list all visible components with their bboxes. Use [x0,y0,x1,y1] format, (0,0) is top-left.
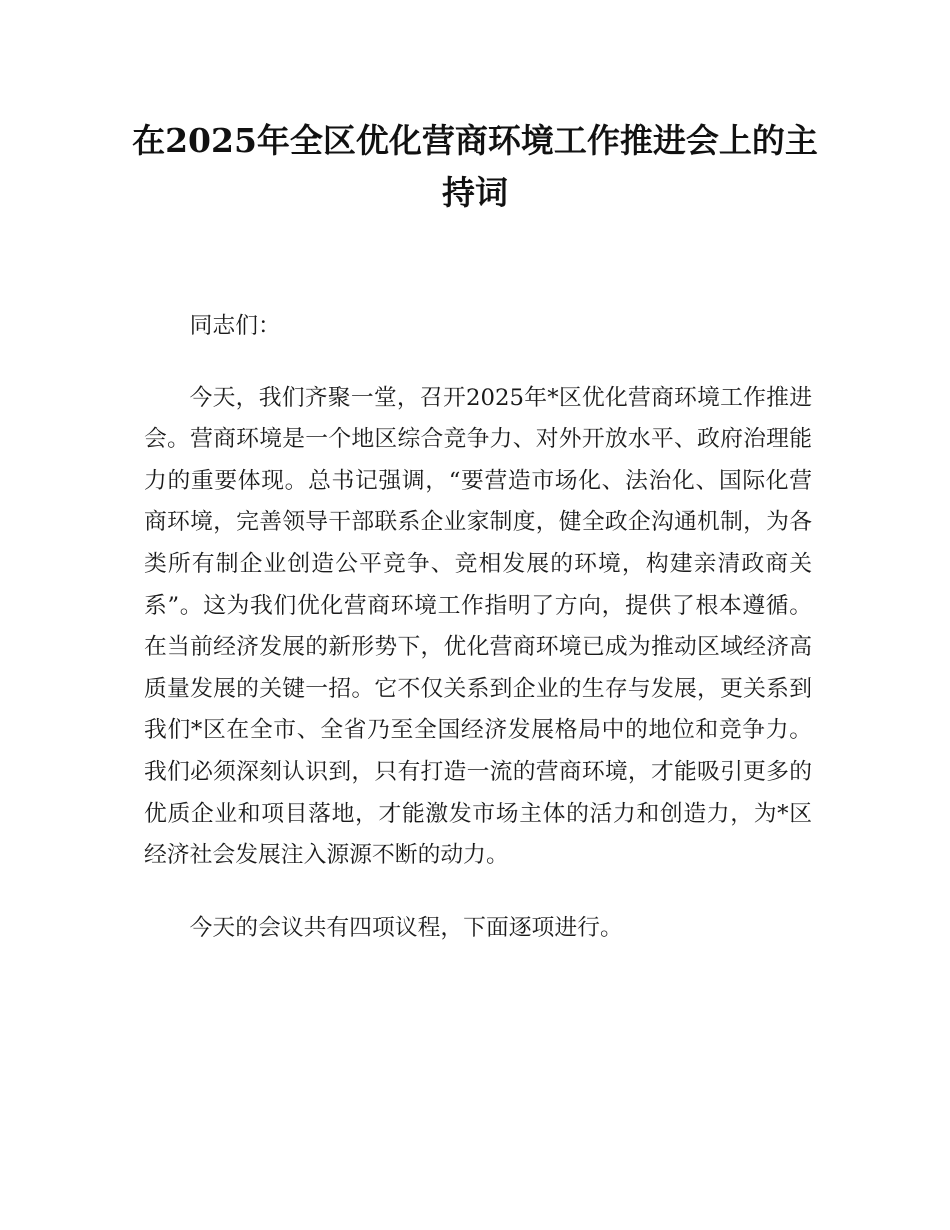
paragraph-opening: 今天，我们齐聚一堂，召开2025年*区优化营商环境工作推进会。营商环境是一个地区综合竞争力、对外开放水平、政府治理能力的重要体现。总书记强调，“要营造市场化、法治化、国际化营商环境，完善领导干部联系企业家制度，健全政企沟通机制，为各类所有制企业创造公平竞争、竞相发展的环境，构建亲清政商关系”。这为我们优化营商环境工作指明了方向，提供了根本遵循。在当前经济发展的新形势下，优化营商环境已成为推动区域经济高质量发展的关键一招。它不仅关系到企业的生存与发展，更关系到我们*区在全市、全省乃至全国经济发展格局中的地位和竞争力。我们必须深刻认识到，只有打造一流的营商环境，才能吸引更多的优质企业和项目落地，才能激发市场主体的活力和创造力，为*区经济社会发展注入源源不断的动力。 [144,384,812,869]
document-body [144,306,812,949]
document-title: 在2025年全区优化营商环境工作推进会上的主持词 [132,121,818,212]
paragraph-agenda: 今天的会议共有四项议程，下面逐项进行。 [189,914,623,941]
greeting: 同志们： [189,313,281,339]
